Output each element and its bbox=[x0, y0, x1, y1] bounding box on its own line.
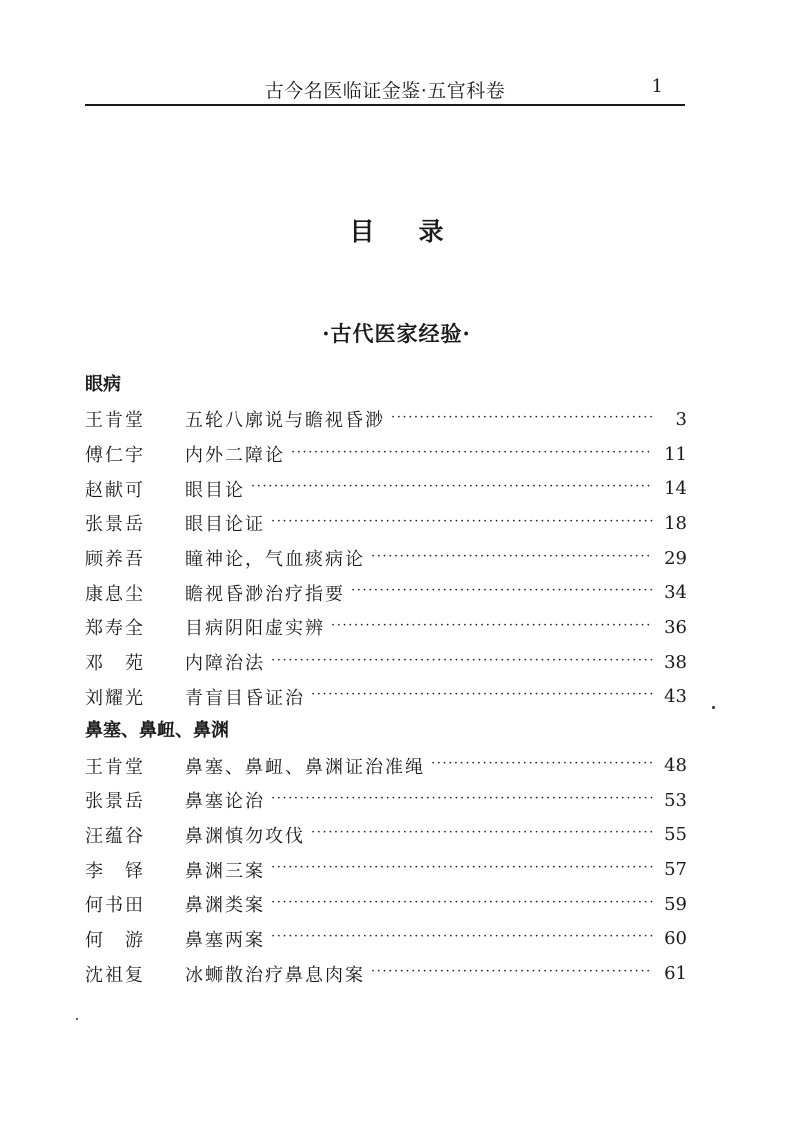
entry-page: 57 bbox=[664, 859, 687, 881]
toc-entry[interactable] bbox=[85, 887, 687, 922]
dot-leader bbox=[311, 825, 653, 840]
dot-leader bbox=[271, 514, 653, 529]
toc-entry[interactable] bbox=[85, 402, 687, 437]
page-number: 1 bbox=[651, 76, 663, 97]
entry-title: 眼目论 bbox=[185, 479, 245, 501]
entry-title: 瞻视昏渺治疗指要 bbox=[185, 583, 345, 605]
dot-leader bbox=[271, 791, 653, 806]
entry-page: 43 bbox=[664, 686, 687, 708]
toc-entry[interactable] bbox=[85, 506, 687, 541]
running-header bbox=[85, 72, 685, 106]
dot-leader bbox=[331, 618, 653, 633]
entry-author: 傅仁宇 bbox=[85, 445, 145, 467]
entry-page: 18 bbox=[664, 512, 687, 534]
entry-page: 36 bbox=[664, 616, 687, 638]
dot-leader bbox=[271, 929, 653, 944]
dot-leader bbox=[271, 895, 653, 910]
dot-leader bbox=[371, 549, 653, 564]
entry-author: 刘耀光 bbox=[85, 687, 145, 709]
dot-leader bbox=[391, 410, 653, 425]
entry-page: 14 bbox=[664, 478, 687, 500]
toc-entry[interactable] bbox=[85, 680, 687, 715]
entry-author: 何 游 bbox=[85, 929, 145, 951]
entry-title: 内外二障论 bbox=[185, 445, 285, 467]
entry-author: 赵献可 bbox=[85, 479, 145, 501]
scan-speck bbox=[712, 706, 715, 709]
scan-speck bbox=[76, 1018, 78, 1020]
toc-entry[interactable] bbox=[85, 645, 687, 680]
dot-leader bbox=[431, 756, 653, 771]
entry-author: 顾养吾 bbox=[85, 549, 145, 571]
toc-entry[interactable] bbox=[85, 956, 687, 991]
toc-title: 目录 bbox=[349, 217, 488, 246]
dot-leader bbox=[371, 964, 653, 979]
entry-page: 59 bbox=[664, 893, 687, 915]
entry-title: 鼻渊类案 bbox=[185, 895, 265, 917]
toc-entry[interactable] bbox=[85, 575, 687, 610]
dot-leader bbox=[311, 687, 653, 702]
toc-entry[interactable] bbox=[85, 852, 687, 887]
entry-title: 冰蛳散治疗鼻息肉案 bbox=[185, 964, 365, 986]
entry-title: 五轮八廓说与瞻视昏渺 bbox=[185, 410, 385, 432]
entry-author: 沈祖复 bbox=[85, 964, 145, 986]
entry-title: 鼻渊三案 bbox=[185, 860, 265, 882]
entry-author: 王肯堂 bbox=[85, 756, 145, 778]
entry-title: 内障治法 bbox=[185, 653, 265, 675]
entry-author: 张景岳 bbox=[85, 791, 145, 813]
category-heading: 眼病 bbox=[85, 374, 121, 395]
entry-author: 康息尘 bbox=[85, 583, 145, 605]
entry-page: 48 bbox=[664, 755, 687, 777]
entry-author: 李 铎 bbox=[85, 860, 145, 882]
entry-page: 34 bbox=[664, 582, 687, 604]
entry-page: 29 bbox=[664, 547, 687, 569]
dot-leader bbox=[291, 445, 653, 460]
dot-leader bbox=[271, 653, 653, 668]
category-heading: 鼻塞、鼻衄、鼻渊 bbox=[85, 720, 229, 742]
entry-title: 青盲目昏证治 bbox=[185, 687, 305, 709]
entry-author: 郑寿全 bbox=[85, 618, 145, 640]
dot-leader bbox=[251, 479, 653, 494]
entry-title: 瞳神论，气血痰病论 bbox=[185, 549, 365, 571]
entry-author: 邓 苑 bbox=[85, 653, 145, 675]
entry-page: 38 bbox=[664, 651, 687, 673]
table-of-contents bbox=[85, 368, 687, 991]
entry-page: 53 bbox=[664, 789, 687, 811]
entry-author: 王肯堂 bbox=[85, 410, 145, 432]
entry-page: 55 bbox=[664, 824, 687, 846]
entry-page: 60 bbox=[664, 928, 687, 950]
entry-author: 汪蕴谷 bbox=[85, 825, 145, 847]
entry-title: 眼目论证 bbox=[185, 514, 265, 536]
era-heading: ·古代医家经验· bbox=[322, 321, 471, 346]
entry-author: 何书田 bbox=[85, 895, 145, 917]
toc-entry[interactable] bbox=[85, 610, 687, 645]
entry-author: 张景岳 bbox=[85, 514, 145, 536]
entry-title: 目病阴阳虚实辨 bbox=[185, 618, 325, 640]
entry-title: 鼻塞两案 bbox=[185, 929, 265, 951]
entry-title: 鼻塞、鼻衄、鼻渊证治准绳 bbox=[185, 756, 425, 778]
toc-entry[interactable] bbox=[85, 437, 687, 472]
toc-entry[interactable] bbox=[85, 471, 687, 506]
toc-entry[interactable] bbox=[85, 818, 687, 853]
entry-page: 61 bbox=[664, 963, 687, 985]
toc-entry[interactable] bbox=[85, 748, 687, 783]
toc-entry[interactable] bbox=[85, 922, 687, 957]
entry-page: 3 bbox=[675, 408, 687, 430]
toc-entry[interactable] bbox=[85, 541, 687, 576]
book-title: 古今名医临证金鉴·五官科卷 bbox=[264, 80, 506, 102]
dot-leader bbox=[351, 583, 653, 598]
toc-entry[interactable] bbox=[85, 783, 687, 818]
entry-title: 鼻塞论治 bbox=[185, 791, 265, 813]
entry-title: 鼻渊慎勿攻伐 bbox=[185, 825, 305, 847]
dot-leader bbox=[271, 860, 653, 875]
entry-page: 11 bbox=[664, 443, 687, 465]
